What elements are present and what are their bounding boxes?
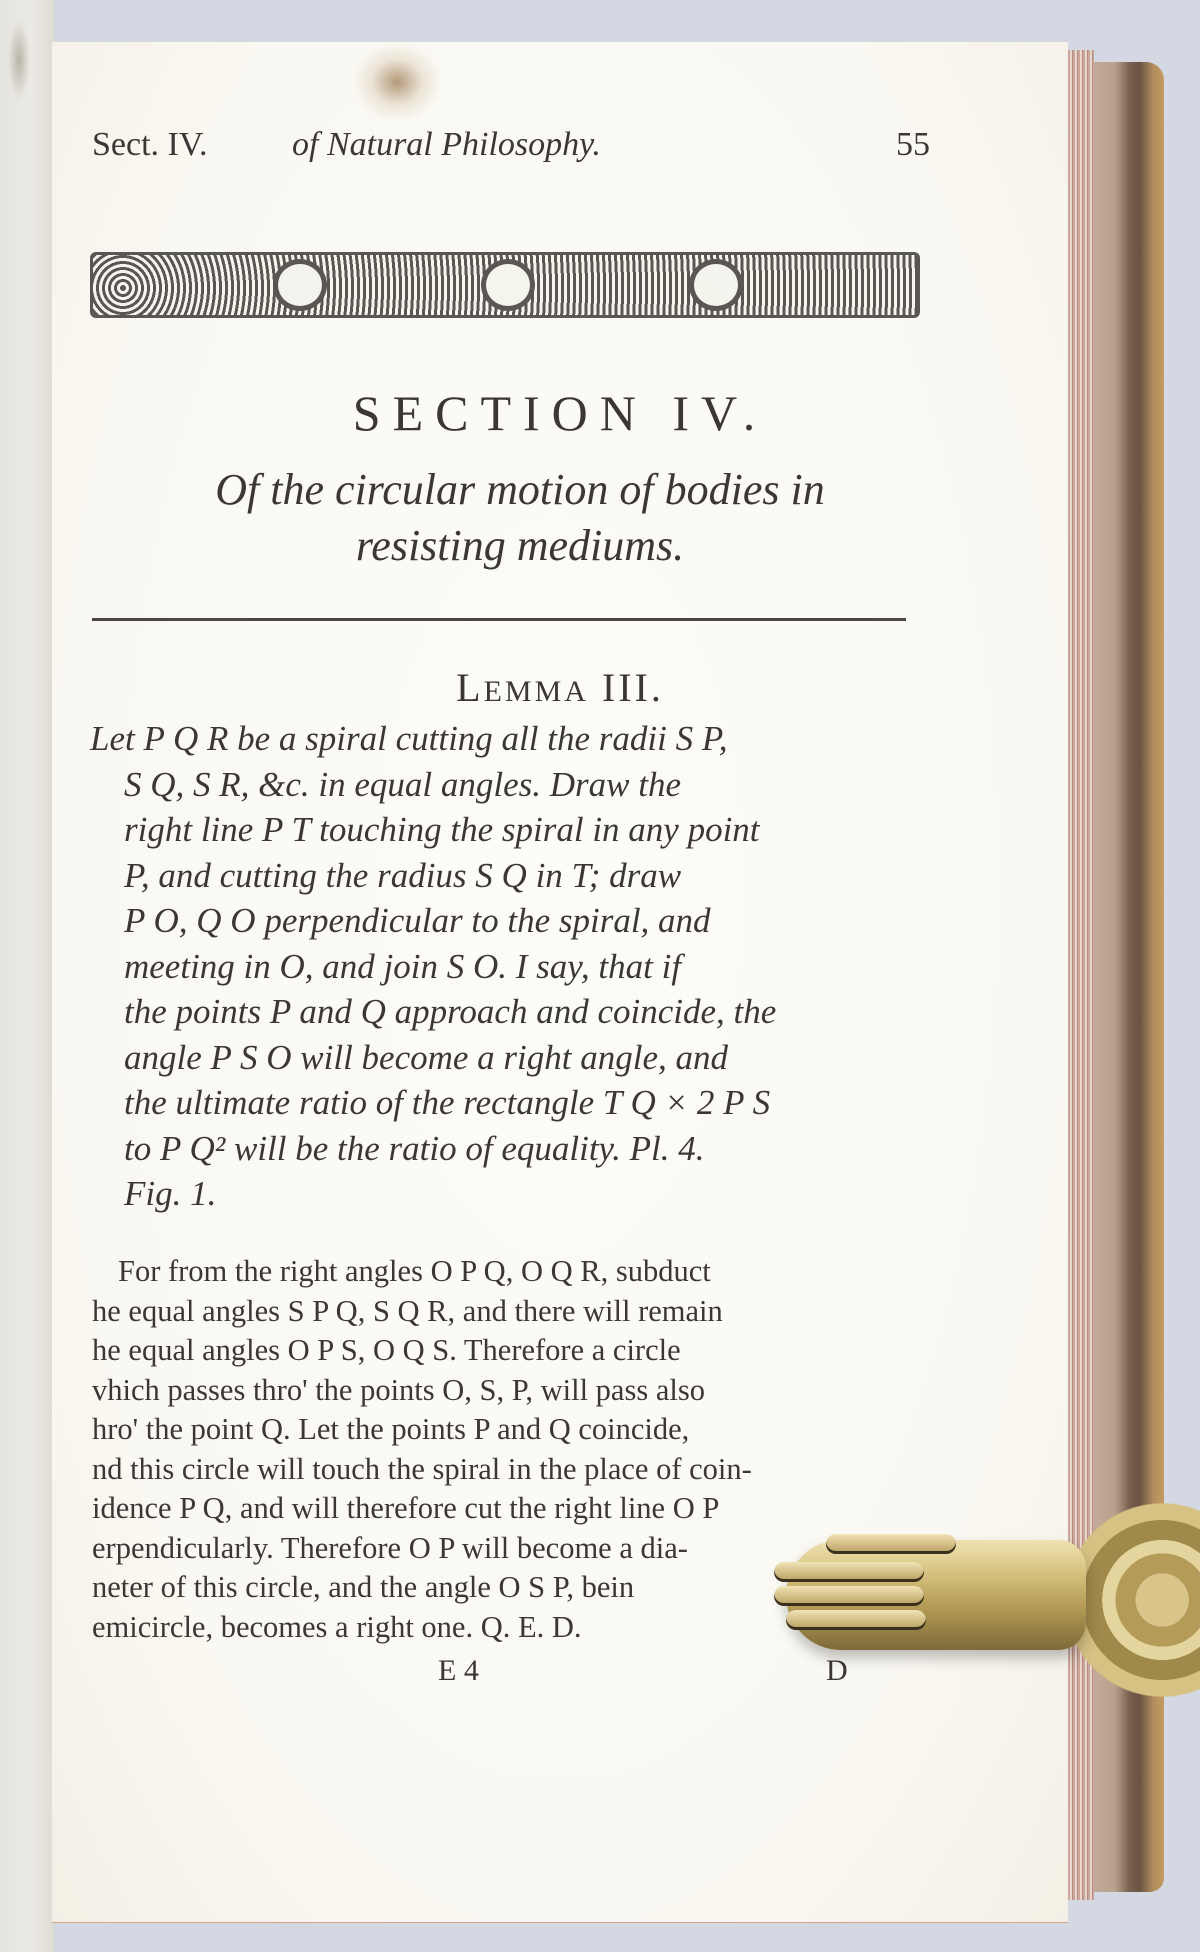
proof-line: vhich passes thro' the points O, S, P, will pass also: [92, 1372, 705, 1407]
statement-line: the ultimate ratio of the rectangle T Q × 2 P S: [124, 1083, 771, 1122]
clip-finger-icon: [786, 1610, 926, 1630]
proof-line: he equal angles O P S, O Q S. Therefore a circle: [92, 1333, 681, 1367]
proof-line: neter of this circle, and the angle O S P, bein: [92, 1570, 635, 1604]
page-smudge: [352, 42, 442, 122]
statement-line: meeting in O, and join S O. I say, that if: [124, 946, 682, 986]
statement-line: right line P T touching the spiral in any point: [124, 810, 760, 849]
running-header: [92, 126, 930, 170]
statement-line: angle P S O will become a right angle, and: [124, 1037, 729, 1077]
running-title: of Natural Philosophy.: [292, 126, 601, 163]
clip-finger-icon: [774, 1562, 924, 1582]
catchword: D: [826, 1654, 848, 1687]
woodcut-headpiece-ornament: [90, 252, 920, 318]
proof-line: For from the right angles O P Q, O Q R, subduct: [118, 1254, 711, 1288]
lemma-numeral: III.: [601, 665, 664, 710]
statement-line: Fig. 1.: [124, 1174, 217, 1213]
proof-line: hro' the point Q. Let the points P and Q coincide,: [92, 1412, 690, 1446]
section-title: SECTION IV.: [352, 385, 768, 441]
ornament-medallion-icon: [481, 259, 535, 311]
proof-line: he equal angles S P Q, S Q R, and there will remain: [92, 1293, 723, 1328]
page-stain: [8, 20, 30, 100]
signature-mark: E 4: [438, 1654, 479, 1687]
statement-line: S Q, S R, &c. in equal angles. Draw the: [124, 764, 682, 804]
statement-line: P O, Q O perpendicular to the spiral, and: [124, 901, 711, 940]
lemma-heading: [0, 664, 1120, 711]
section-subtitle-line: resisting mediums.: [355, 521, 685, 570]
statement-line: the points P and Q approach and coincide, the: [124, 992, 777, 1031]
brass-hand-page-clip-icon: [786, 1540, 1086, 1650]
statement-line: Let P Q R be a spiral cutting all the radii S P,: [90, 719, 728, 758]
proof-line: erpendicularly. Therefore O P will become a dia-: [92, 1530, 688, 1565]
lemma-statement: [90, 716, 910, 1217]
proof-line: emicircle, becomes a right one. Q. E. D.: [92, 1609, 582, 1644]
section-subtitle-line: Of the circular motion of bodies in: [215, 465, 825, 514]
section-reference: Sect. IV.: [92, 126, 208, 163]
ornament-scroll-icon: [273, 259, 327, 311]
statement-line: to P Q² will be the ratio of equality. Pl. 4.: [124, 1128, 705, 1168]
clip-thumb-icon: [826, 1534, 956, 1554]
section-subtitle: [80, 462, 960, 574]
proof-line: idence P Q, and will therefore cut the right line O P: [92, 1491, 720, 1525]
lemma-smallcaps: EMMA: [483, 675, 589, 708]
lemma-initial: L: [456, 665, 484, 710]
ornament-scroll-icon: [689, 259, 743, 311]
brass-clip-cuff-icon: [1074, 1500, 1200, 1700]
page-number: 55: [896, 126, 930, 163]
facing-page-edge: [0, 0, 54, 1952]
horizontal-rule: [92, 618, 906, 621]
statement-line: P, and cutting the radius S Q in T; draw: [124, 855, 682, 895]
clip-finger-icon: [774, 1586, 924, 1606]
proof-line: nd this circle will touch the spiral in the place of coin-: [92, 1451, 752, 1486]
